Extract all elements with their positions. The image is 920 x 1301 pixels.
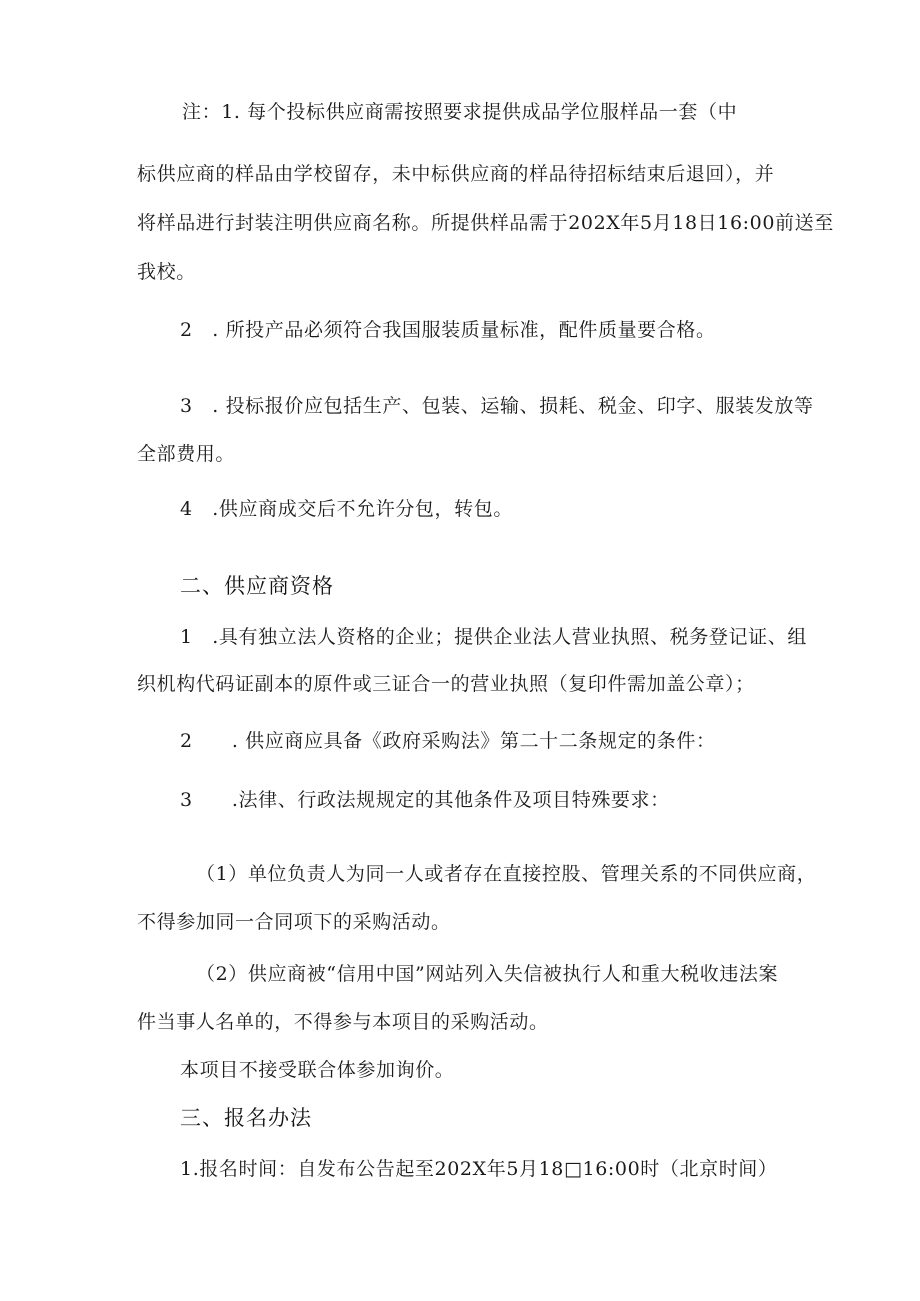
sub-requirement-2-line-1: （2）供应商被“信用中国”网站列入失信被执行人和重大税收违法案 bbox=[196, 963, 779, 985]
section-2-heading: 二、供应商资格 bbox=[180, 574, 334, 598]
note-1-line-4: 我校。 bbox=[137, 261, 196, 283]
sub-requirement-1-line-2: 不得参加同一合同项下的采购活动。 bbox=[137, 911, 451, 933]
no-consortium-note: 本项目不接受联合体参加询价。 bbox=[180, 1059, 455, 1081]
note-3-line-2: 全部费用。 bbox=[137, 443, 236, 465]
note-1-line-3: 将样品进行封装注明供应商名称。所提供样品需于202X年5月18日16:00前送至 bbox=[137, 212, 834, 234]
sub-requirement-1-line-1: （1）单位负责人为同一人或者存在直接控股、管理关系的不同供应商， bbox=[196, 863, 817, 885]
qualification-2: 2 . 供应商应具备《政府采购法》第二十二条规定的条件： bbox=[180, 730, 716, 752]
section-3-heading: 三、报名办法 bbox=[180, 1106, 312, 1130]
qualification-1-line-2: 织机构代码证副本的原件或三证合一的营业执照（复印件需加盖公章）； bbox=[137, 673, 755, 695]
qualification-1-line-1: 1 .具有独立法人资格的企业；提供企业法人营业执照、税务登记证、组 bbox=[180, 626, 807, 648]
note-1-line-2: 标供应商的样品由学校留存，未中标供应商的样品待招标结束后退回），并 bbox=[137, 163, 775, 185]
qualification-3: 3 .法律、行政法规规定的其他条件及项目特殊要求： bbox=[180, 789, 670, 811]
note-2: 2 . 所投产品必须符合我国服装质量标准，配件质量要合格。 bbox=[180, 319, 716, 341]
sub-requirement-2-line-2: 件当事人名单的，不得参与本项目的采购活动。 bbox=[137, 1011, 549, 1033]
note-4: 4 .供应商成交后不允许分包，转包。 bbox=[180, 498, 513, 520]
registration-time: 1.报名时间：自发布公告起至202X年5月18□16:00时（北京时间） bbox=[180, 1158, 778, 1180]
note-3-line-1: 3 . 投标报价应包括生产、包装、运输、损耗、税金、印字、服装发放等 bbox=[180, 395, 814, 417]
note-1-line-1: 注：1. 每个投标供应商需按照要求提供成品学位服样品一套（中 bbox=[182, 101, 738, 123]
